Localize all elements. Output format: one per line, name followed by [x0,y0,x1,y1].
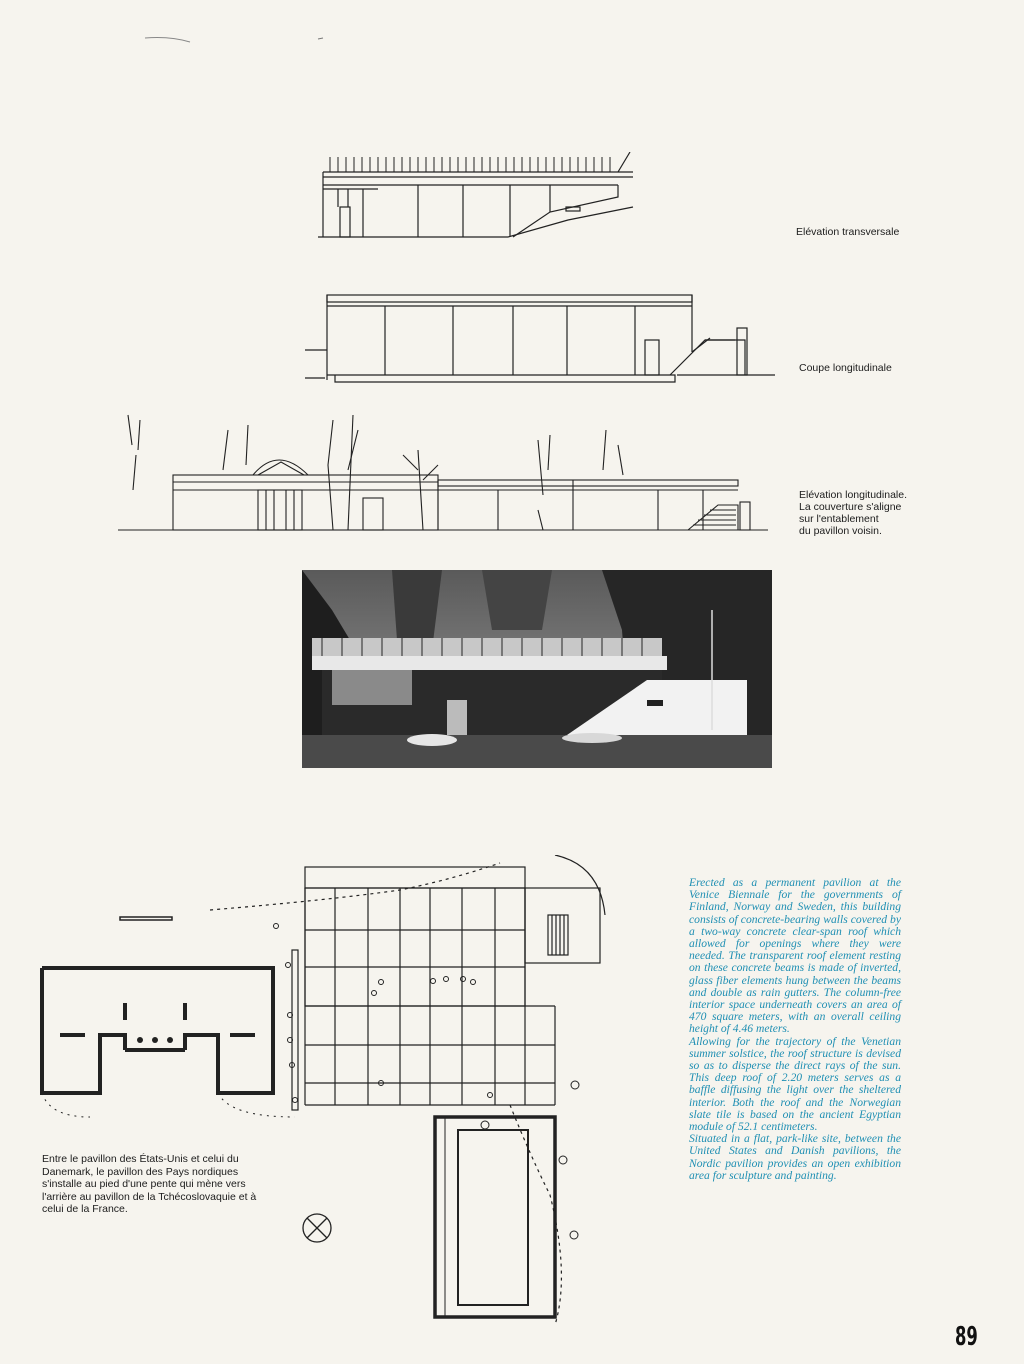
english-paragraph-2: Allowing for the trajectory of the Venetian summer solstice, the roof structure is devised so as to disperse the direct rays of the sun. This deep roof of 2.20 meters serves as a baffle diffusing the light over the sheltered interior. Both the roof and the Norwegian slate tile is based on the ancient Egyptian module of 52.1 centimeters. [689,1034,901,1134]
pavilion-photo-image [302,570,772,768]
longitudinal-section-drawing [305,290,775,385]
french-description: Entre le pavillon des États-Unis et celui du Danemark, le pavillon des Pays nordiques s'installe au pied d'une pente qui mène vers l'arrière au pavillon de la Tchécoslovaquie et à celui de la France. [42,1153,257,1215]
transverse-elevation-drawing [318,152,648,242]
page-number: 89 [955,1322,978,1352]
site-plan-drawing [30,855,630,1355]
english-paragraph-3: Situated in a flat, park-like site, between the United States and Danish pavilions, the Nordic pavilion provides an open exhibition area for sculpture and painting. [689,1132,901,1182]
longitudinal-elevation-caption: Elévation longitudinale. La couverture s'aligne sur l'entablement du pavillon voisin. [799,489,907,537]
transverse-elevation-caption: Elévation transversale [796,226,900,238]
scan-mark [140,30,340,50]
longitudinal-section-caption: Coupe longitudinale [799,362,892,374]
pavilion-photograph [302,570,772,768]
longitudinal-elevation-drawing [118,410,778,540]
english-description [689,877,901,1182]
english-paragraph-1: Erected as a permanent pavilion at the Venice Biennale for the governments of Finland, Norway and Sweden, this building consists of concrete-bearing walls covered by a two-way concrete clear-span roof which allowed for openings where they were needed. The transparent roof element resting on these concrete beams is made of inverted, glass fiber elements hung between the beams and double as rain gutters. The column-free interior space underneath covers an area of 470 square meters, with an overall ceiling height of 4.46 meters. [689,876,901,1036]
